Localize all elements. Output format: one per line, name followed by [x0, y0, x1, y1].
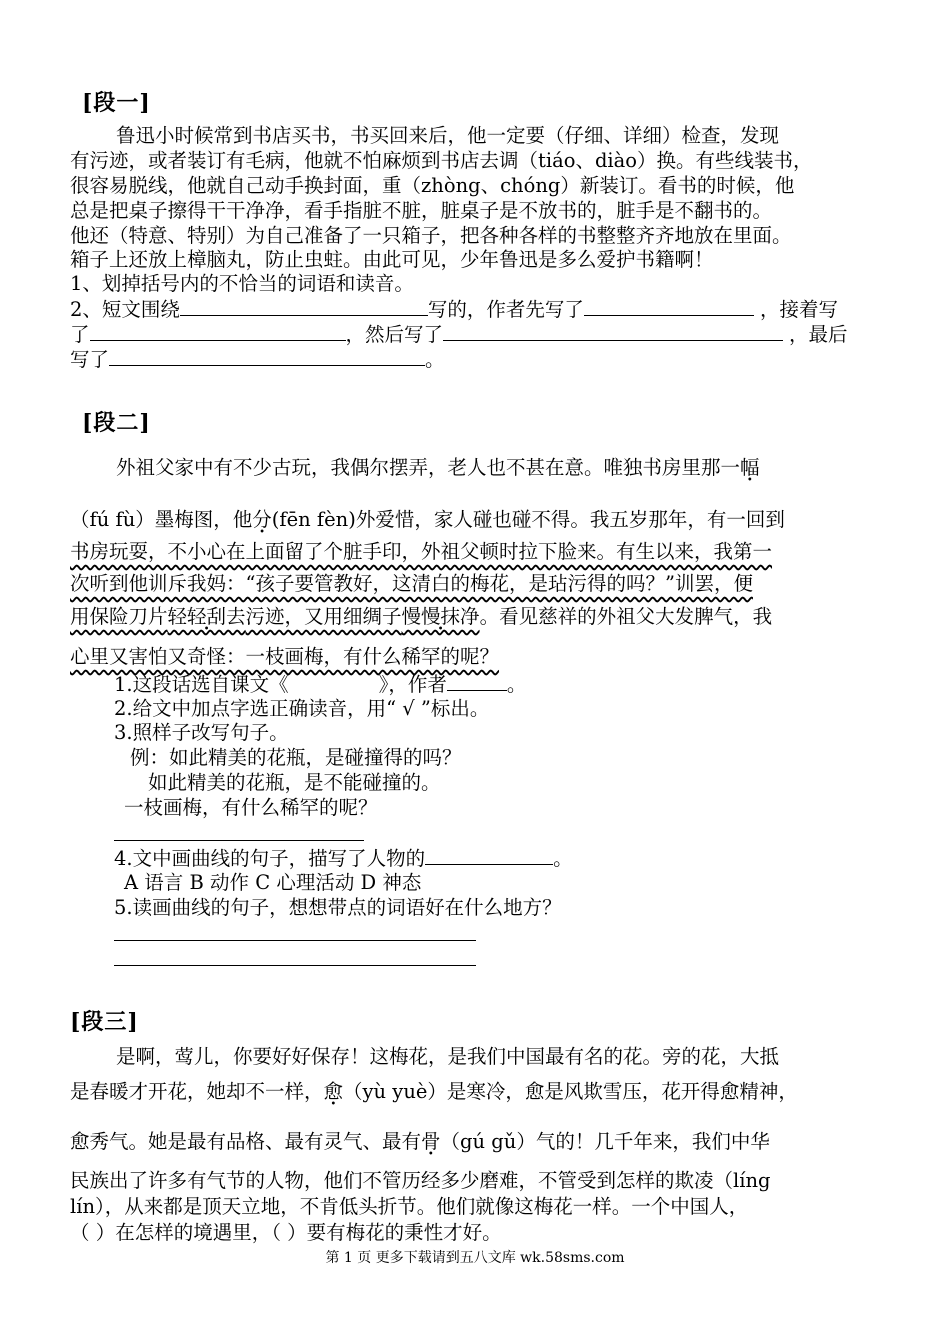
- s1-para-line-6: 箱子上还放上樟脑丸，防止虫蛀。由此可见，少年鲁迅是多么爱护书籍啊！: [70, 248, 714, 271]
- answer-blank[interactable]: [180, 297, 428, 316]
- answer-blank[interactable]: [90, 322, 346, 341]
- answer-line-2[interactable]: [114, 965, 476, 966]
- s2-question-2: 2.给文中加点字选正确读音，用“ √ ”标出。: [114, 697, 490, 720]
- s1-question-1: 1、划掉括号内的不恰当的词语和读音。: [70, 272, 414, 295]
- s3-para-line-1: 是啊，莺儿，你要好好保存！这梅花，是我们中国最有名的花。旁的花，大抵: [116, 1045, 780, 1068]
- s1-question-2-line-1: 2、短文围绕 写的，作者先写了 ，接着写: [70, 298, 838, 321]
- s2-question-1: 1.这段话选自课文《 》，作者 。: [114, 673, 527, 696]
- s1-para-line-2: 有污迹，或者装订有毛病，他就不怕麻烦到书店去调（tiáo、diào）换。有些线装书，: [70, 149, 813, 172]
- s3-para-line-5: lín），从来都是顶天立地，不肯低头折节。他们就像这梅花一样。一个中国人，: [70, 1195, 749, 1218]
- s3-para-line-2: 是春暖才开花，她却不一样，愈（yù yuè）是寒冷，愈是风欺雪压，花开得愈精神，: [70, 1080, 798, 1103]
- s2-para-line-2: （fú fù）墨梅图，他分(fēn fèn)外爱惜，家人碰也碰不得。我五岁那年，有一回到: [70, 508, 785, 531]
- s1-question-2-line-2: 了 ，然后写了 ，最后: [70, 323, 848, 346]
- answer-blank[interactable]: [443, 322, 783, 341]
- answer-line-1[interactable]: [114, 940, 476, 941]
- s3-para-line-4: 民族出了许多有气节的人物，他们不管历经多少磨难，不管受到怎样的欺凌（líng: [70, 1169, 771, 1192]
- s2-para-line-3: 书房玩耍，不小心在上面留了个脏手印，外祖父顿时拉下脸来。有生以来，我第一: [70, 540, 773, 563]
- section-3-heading: [段三]: [70, 1009, 139, 1035]
- s2-example-3: 一枝画梅，有什么稀罕的呢？: [124, 796, 378, 819]
- answer-blank[interactable]: [425, 846, 553, 865]
- answer-blank[interactable]: [109, 347, 425, 366]
- answer-blank[interactable]: [584, 297, 754, 316]
- s2-para-line-1: 外祖父家中有不少古玩，我偶尔摆弄，老人也不甚在意。唯独书房里那一幅: [116, 456, 760, 479]
- rewrite-answer-line[interactable]: [114, 840, 364, 841]
- s1-para-line-1: 鲁迅小时候常到书店买书，书买回来后，他一定要（仔细、详细）检查，发现: [116, 124, 780, 147]
- s2-para-line-5: 用保险刀片轻轻刮去污迹，又用细绸子慢慢抹净。看见慈祥的外祖父大发脾气，我: [70, 605, 773, 628]
- s1-question-2-line-3: 写了 。: [70, 348, 445, 371]
- section-2-heading: [段二]: [82, 410, 151, 436]
- s3-para-line-3: 愈秀气。她是最有品格、最有灵气、最有骨（gú gǔ）气的！几千年来，我们中华: [70, 1130, 770, 1153]
- page-footer: 第 1 页 更多下载请到五八文库 wk.58sms.com: [325, 1250, 625, 1266]
- s2-example-2: 如此精美的花瓶，是不能碰撞的。: [148, 771, 441, 794]
- section-1-heading: [段一]: [82, 90, 151, 116]
- s2-para-line-4: 次听到他训斥我妈：“孩子要管教好，这清白的梅花，是玷污得的吗？”训罢，便: [70, 572, 753, 595]
- s3-para-line-6: （ ）在怎样的境遇里，（ ）要有梅花的秉性才好。: [70, 1221, 502, 1244]
- s2-question-5: 5.读画曲线的句子，想想带点的词语好在什么地方？: [114, 896, 562, 919]
- s1-para-line-3: 很容易脱线，他就自己动手换封面，重（zhòng、chóng）新装订。看书的时候，他: [70, 174, 795, 197]
- s2-para-line-6: 心里又害怕又奇怪：一枝画梅，有什么稀罕的呢？: [70, 645, 500, 668]
- s2-example-1: 例：如此精美的花瓶，是碰撞得的吗？: [130, 746, 462, 769]
- s2-question-3: 3.照样子改写句子。: [114, 721, 289, 744]
- s1-para-line-5: 他还（特意、特别）为自己准备了一只箱子，把各种各样的书整整齐齐地放在里面。: [70, 224, 792, 247]
- s2-question-4: 4.文中画曲线的句子，描写了人物的 。: [114, 847, 573, 870]
- s1-para-line-4: 总是把桌子擦得干干净净，看手指脏不脏，脏桌子是不放书的，脏手是不翻书的。: [70, 199, 773, 222]
- answer-blank[interactable]: [447, 672, 507, 691]
- s2-question-4-options: A 语言 B 动作 C 心理活动 D 神态: [124, 871, 422, 894]
